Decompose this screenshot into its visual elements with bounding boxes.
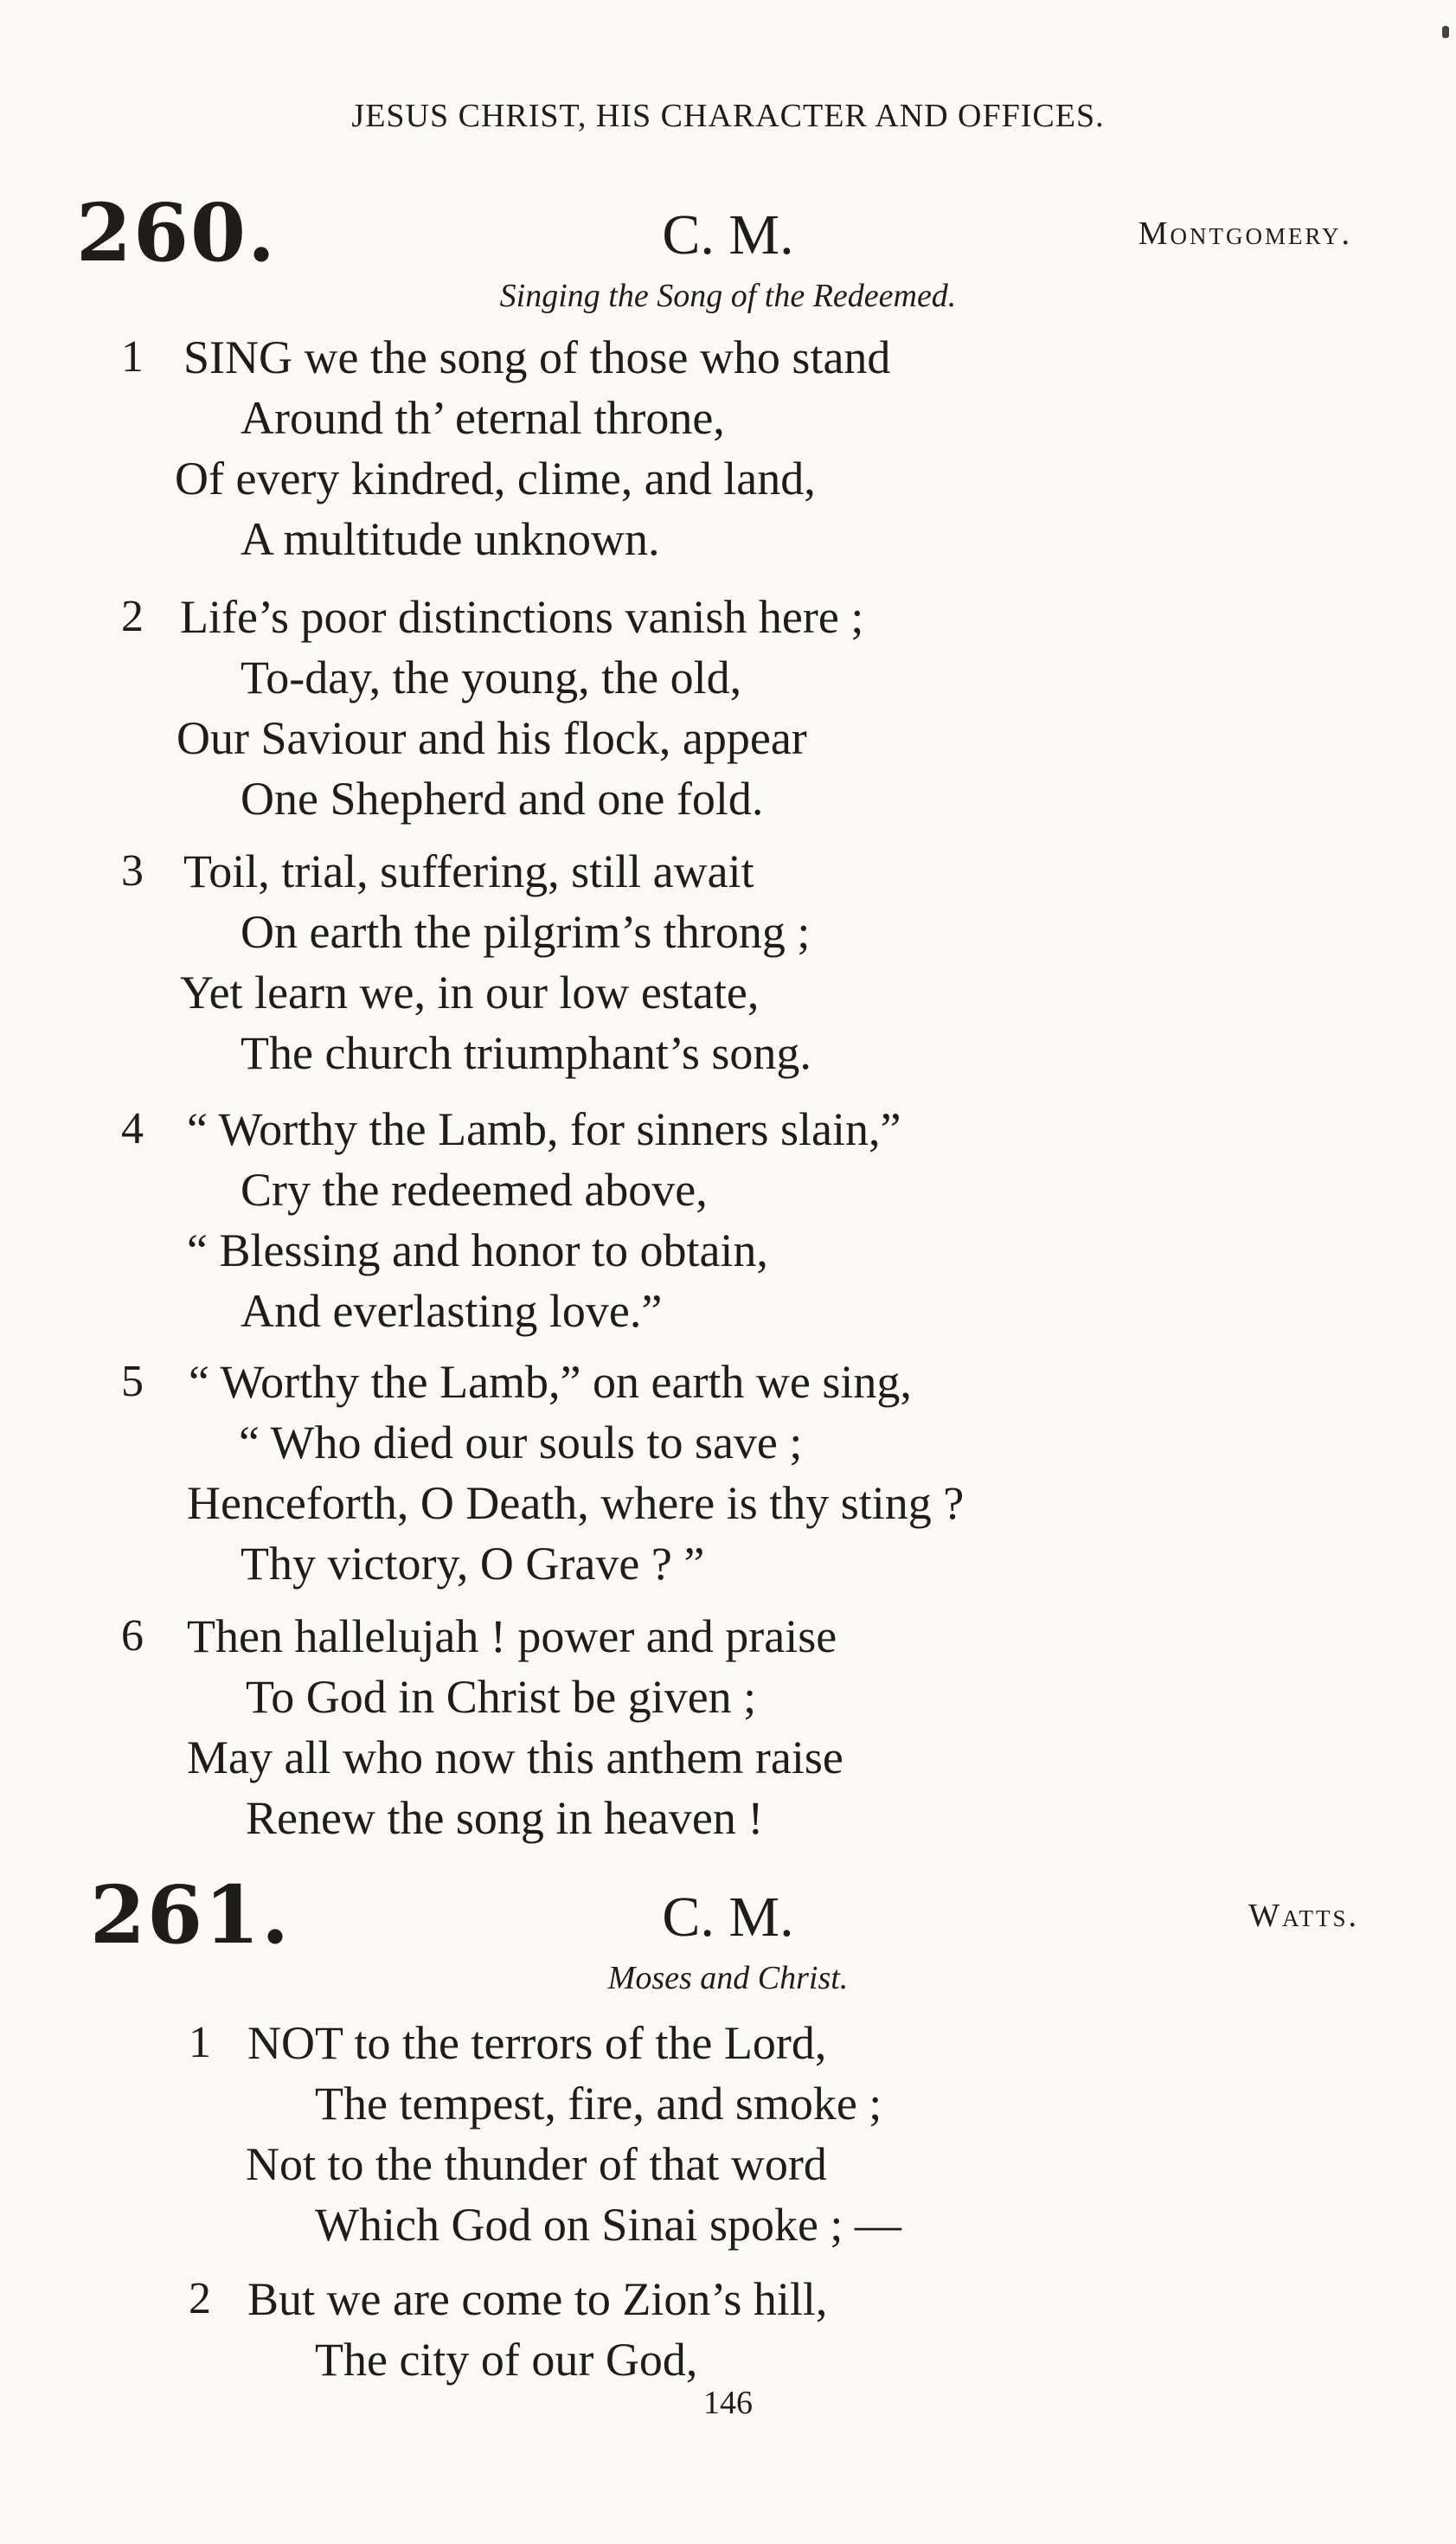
- verse-line: “ Blessing and honor to obtain,: [187, 1224, 768, 1276]
- hymn-author: Watts.: [1248, 1898, 1359, 1934]
- verse-line: And everlasting love.”: [241, 1285, 663, 1337]
- verse-line: Cry the redeemed above,: [241, 1164, 708, 1216]
- verse-line: But we are come to Zion’s hill,: [247, 2273, 828, 2325]
- hymn-author: Montgomery.: [1138, 215, 1352, 252]
- hymn-number: 260.: [76, 186, 278, 279]
- verse-line: “ Who died our souls to save ;: [239, 1417, 803, 1468]
- running-head: JESUS CHRIST, HIS CHARACTER AND OFFICES.: [351, 98, 1105, 134]
- hymn-subtitle: Singing the Song of the Redeemed.: [499, 278, 957, 314]
- verse-line: The church triumphant’s song.: [241, 1027, 811, 1079]
- verse-line: Around th’ eternal throne,: [241, 392, 725, 444]
- verse-number: 2: [189, 2274, 211, 2323]
- hymn-subtitle: Moses and Christ.: [607, 1960, 849, 1996]
- verse-line: “ Worthy the Lamb,” on earth we sing,: [189, 1356, 912, 1408]
- verse-line: “ Worthy the Lamb, for sinners slain,”: [187, 1103, 901, 1155]
- verse-line: Which God on Sinai spoke ; —: [315, 2199, 901, 2251]
- hymn-number: 261.: [90, 1868, 292, 1962]
- verse-line: NOT to the terrors of the Lord,: [247, 2017, 827, 2069]
- verse-line: The tempest, fire, and smoke ;: [315, 2078, 882, 2130]
- hymn-261-header: [0, 1867, 1456, 1963]
- verse-line: Not to the thunder of that word: [246, 2138, 827, 2190]
- verse-line: One Shepherd and one fold.: [241, 773, 764, 825]
- verse-number: 3: [121, 846, 144, 896]
- verse-number: 1: [189, 2018, 211, 2067]
- verse-line: Renew the song in heaven !: [246, 1792, 764, 1844]
- verse-line: Yet learn we, in our low estate,: [180, 967, 760, 1018]
- verse-line: Life’s poor distinctions vanish here ;: [180, 591, 864, 643]
- hymn-meter: C. M.: [662, 203, 794, 267]
- verse-line: To-day, the young, the old,: [241, 652, 742, 703]
- hymn-260-header: [0, 185, 1456, 280]
- verse-line: A multitude unknown.: [241, 513, 660, 565]
- verse-number: 4: [121, 1104, 144, 1153]
- verse-line: SING we the song of those who stand: [183, 331, 891, 383]
- verse-line: To God in Christ be given ;: [246, 1671, 757, 1723]
- verse-line: The city of our God,: [315, 2334, 698, 2386]
- verse-line: Toil, trial, suffering, still await: [183, 845, 754, 897]
- verse-number: 2: [121, 592, 144, 641]
- verse-line: Our Saviour and his flock, appear: [176, 712, 807, 764]
- verse-line: Thy victory, O Grave ? ”: [241, 1538, 705, 1590]
- page-number: 146: [703, 2385, 753, 2421]
- verse-number: 1: [121, 332, 144, 382]
- verse-line: Of every kindred, clime, and land,: [175, 453, 816, 504]
- hymn-meter: C. M.: [662, 1886, 794, 1949]
- verse-line: Then hallelujah ! power and praise: [187, 1610, 837, 1662]
- verse-line: Henceforth, O Death, where is thy sting ?: [187, 1477, 965, 1529]
- verse-number: 5: [121, 1357, 144, 1406]
- page-edge-mark: [1442, 26, 1449, 38]
- verse-number: 6: [121, 1611, 144, 1661]
- verse-line: On earth the pilgrim’s throng ;: [241, 906, 811, 958]
- verse-line: May all who now this anthem raise: [187, 1731, 843, 1783]
